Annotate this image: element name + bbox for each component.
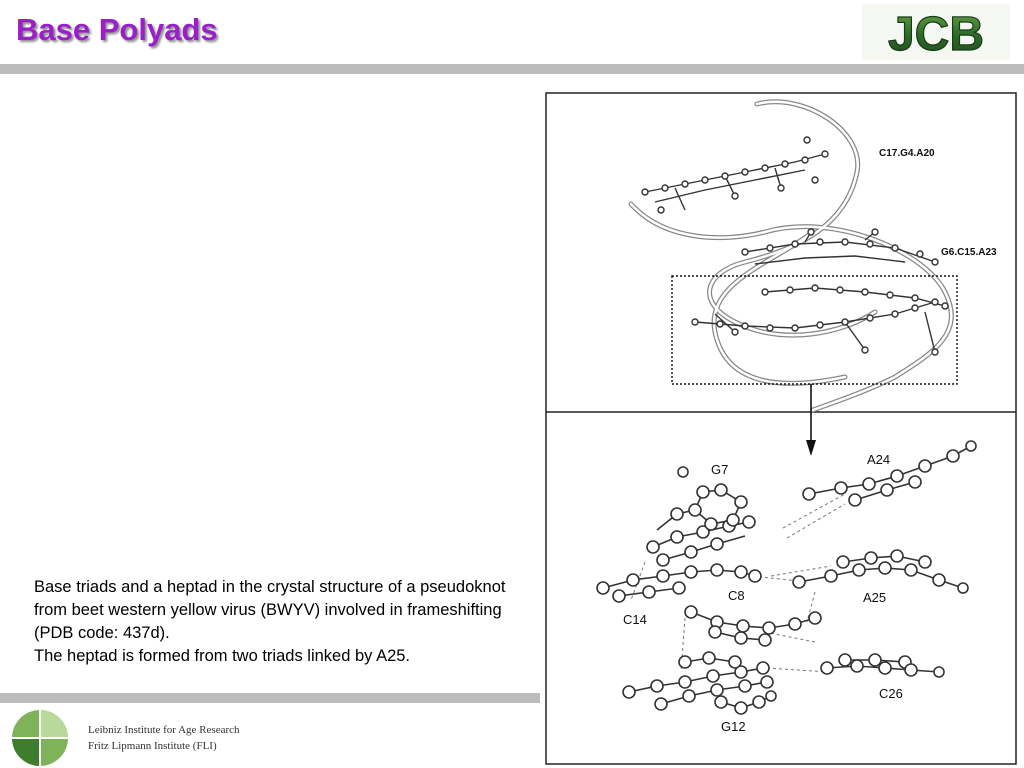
caption-paragraph-2: The heptad is formed from two triads linked by A25. <box>34 647 411 665</box>
figure-caption <box>34 576 514 668</box>
label-g12: G12 <box>721 719 746 734</box>
institute-name-line1: Leibniz Institute for Age Research <box>88 724 240 736</box>
institute-name-line2: Fritz Lipmann Institute (FLI) <box>88 740 217 752</box>
structure-figure <box>545 92 1017 765</box>
label-a25: A25 <box>863 590 887 605</box>
fli-logo <box>8 708 240 766</box>
label-triad-c17-g4-a20: C17.G4.A20 <box>879 148 935 159</box>
label-triad-g6-c15-a23: G6.C15.A23 <box>941 247 997 258</box>
label-c8: C8 <box>728 588 745 603</box>
label-a24: A24 <box>867 452 891 467</box>
label-c14: C14 <box>623 612 647 627</box>
jcb-logo <box>862 4 1010 60</box>
header-divider <box>0 64 1024 74</box>
label-g7: G7 <box>711 462 729 477</box>
figure-frame <box>546 93 1016 764</box>
label-c26: C26 <box>879 686 903 701</box>
fli-globe-icon <box>8 708 72 766</box>
jcb-logo-text: JCB <box>887 8 985 60</box>
footer-divider <box>0 693 540 703</box>
slide-title: Base Polyads <box>16 12 218 47</box>
caption-paragraph-1: Base triads and a heptad in the crystal structure of a pseudoknot from beet western yellow virus (BWYV) involved in frameshifting (PDB code: 437d). <box>34 578 506 642</box>
